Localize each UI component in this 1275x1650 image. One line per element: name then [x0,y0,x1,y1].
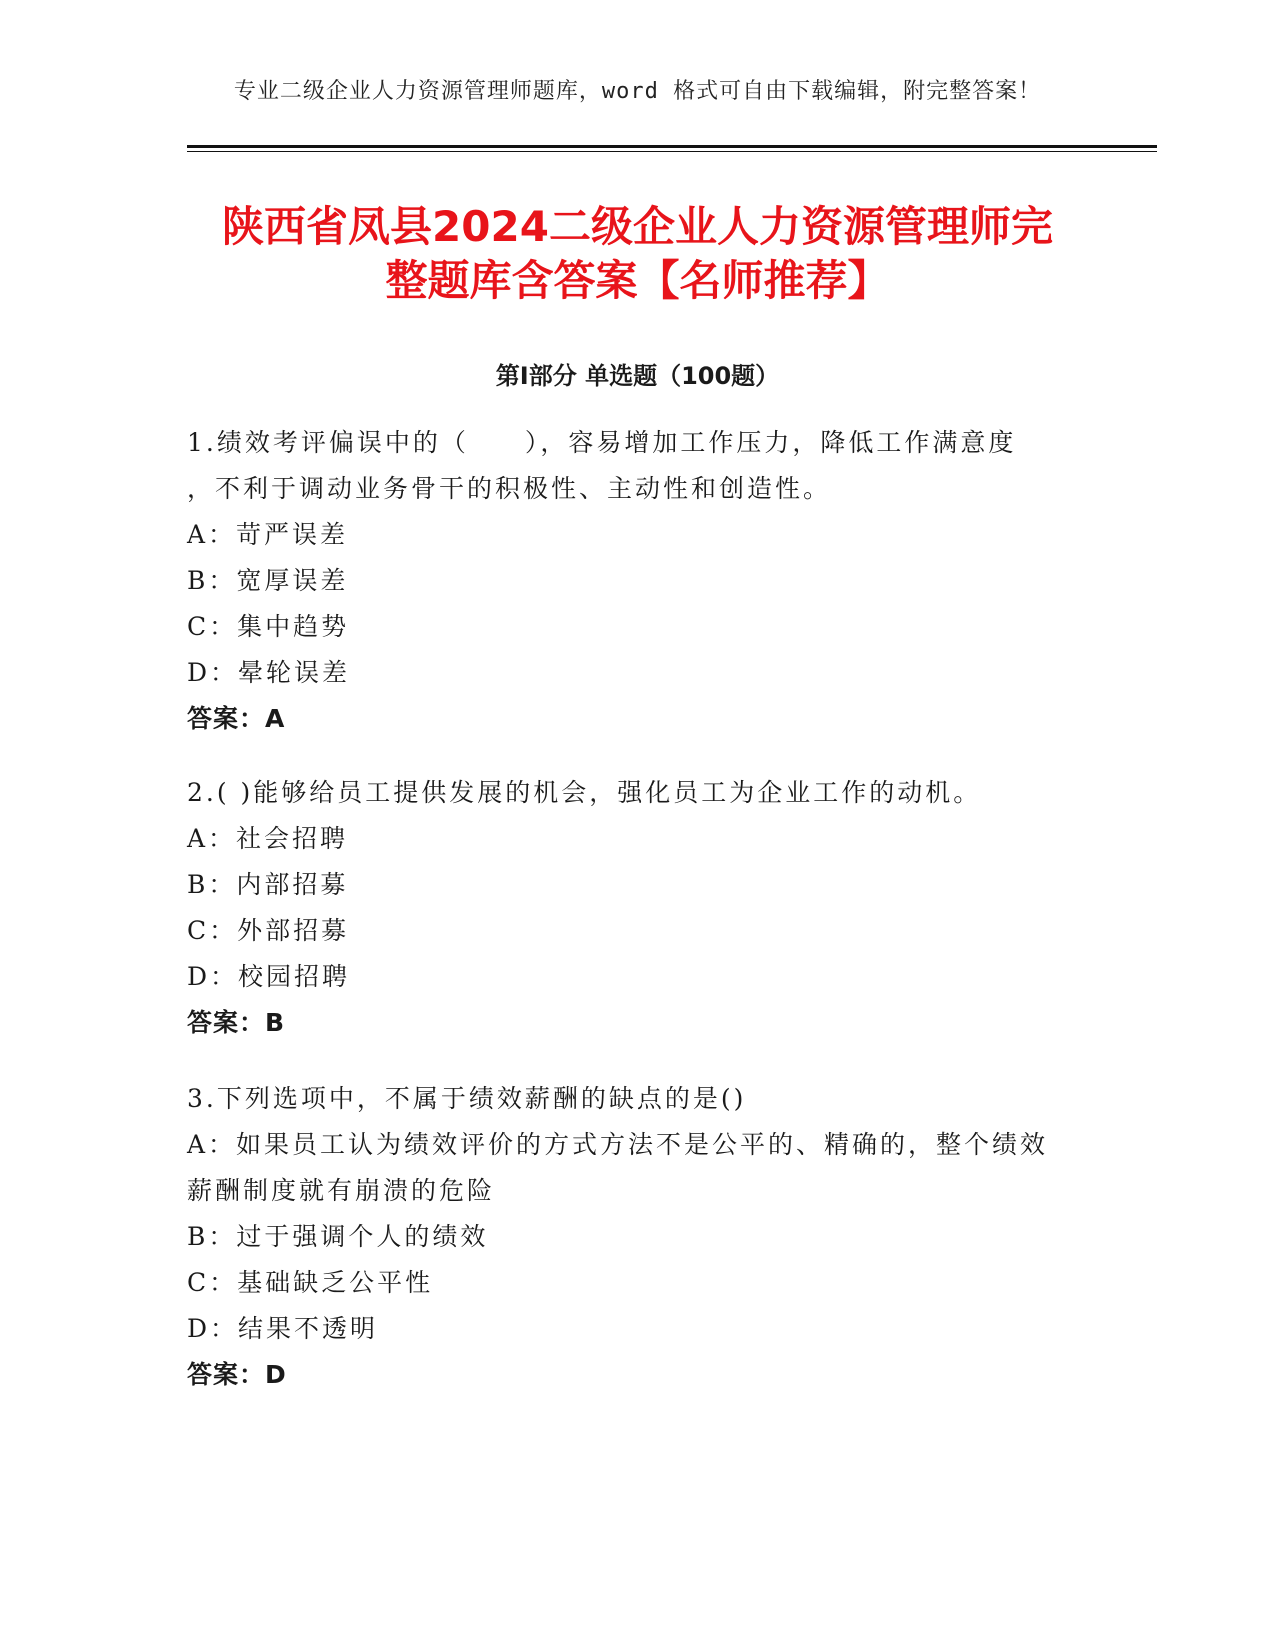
header-rule-thin [187,151,1157,152]
option-d: D：校园招聘 [187,962,351,991]
document-title [150,200,1125,308]
answer: 答案：A [187,704,286,733]
option-c: C：基础缺乏公平性 [187,1268,434,1297]
option-a: A：社会招聘 [187,824,349,853]
title-line-1: 陕西省凤县2024二级企业人力资源管理师完 [222,202,1053,251]
option-a-continued: 薪酬制度就有崩溃的危险 [187,1176,496,1205]
question-stem: ，不利于调动业务骨干的积极性、主动性和创造性。 [187,474,832,503]
answer: 答案：D [187,1360,287,1389]
option-c: C：集中趋势 [187,612,350,641]
question-1 [187,420,1087,742]
title-line-2: 整题库含答案【名师推荐】 [385,256,890,305]
option-a: A：如果员工认为绩效评价的方式方法不是公平的、精确的，整个绩效 [187,1130,1049,1159]
question-2 [187,770,1087,1046]
option-b: B：内部招募 [187,870,349,899]
question-stem: 2.( )能够给员工提供发展的机会，强化员工为企业工作的动机。 [187,778,982,807]
option-d: D：晕轮误差 [187,658,351,687]
question-stem: 3.下列选项中，不属于绩效薪酬的缺点的是() [187,1084,747,1113]
option-b: B：过于强调个人的绩效 [187,1222,489,1251]
question-3 [187,1076,1087,1398]
option-d: D：结果不透明 [187,1314,379,1343]
option-b: B：宽厚误差 [187,566,349,595]
page-header: 专业二级企业人力资源管理师题库，word 格式可自由下载编辑，附完整答案！ [233,79,1042,104]
section-heading: 第Ⅰ部分 单选题（100题） [495,362,780,390]
option-c: C：外部招募 [187,916,350,945]
question-stem: 1.绩效考评偏误中的（ ），容易增加工作压力，降低工作满意度 [187,428,1017,457]
answer: 答案：B [187,1008,286,1037]
option-a: A：苛严误差 [187,520,349,549]
header-rule-thick [187,145,1157,148]
